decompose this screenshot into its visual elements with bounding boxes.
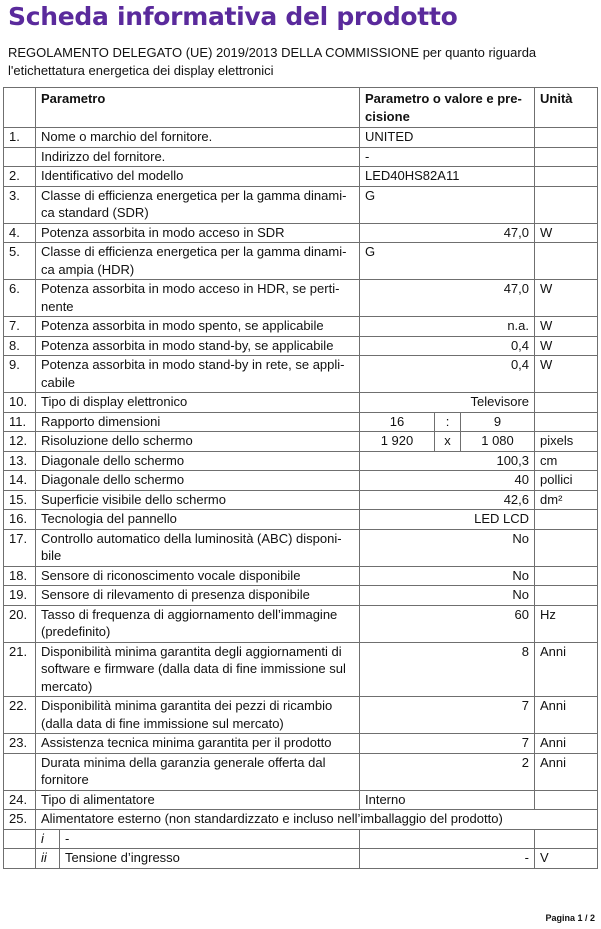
row-parameter: Disponibilità minima garantita degli aggiornamenti di software e firmware (dalla data di fine immissione sul mercato) <box>36 642 360 697</box>
row-unit: W <box>535 317 598 337</box>
row-unit: Anni <box>535 734 598 754</box>
row-unit <box>535 128 598 148</box>
row-unit <box>535 243 598 280</box>
row-parameter: Alimentatore esterno (non standardizzato e incluso nell’imballaggio del prodotto) <box>36 810 598 830</box>
row-unit: Hz <box>535 605 598 642</box>
row-unit <box>535 186 598 223</box>
row-number: 20. <box>4 605 36 642</box>
row-unit <box>535 393 598 413</box>
subrow-roman: i <box>36 829 60 849</box>
row-parameter: Superficie visibile dello schermo <box>36 490 360 510</box>
row-number: 22. <box>4 697 36 734</box>
table-row <box>4 393 598 413</box>
row-number: 6. <box>4 280 36 317</box>
row-number: 1. <box>4 128 36 148</box>
table-row <box>4 167 598 187</box>
row-value-right: 1 080 <box>461 432 535 452</box>
row-value-separator: : <box>435 412 461 432</box>
row-number: 16. <box>4 510 36 530</box>
table-row <box>4 147 598 167</box>
row-value: 7 <box>360 734 535 754</box>
row-parameter: Diagonale dello schermo <box>36 451 360 471</box>
product-info-table <box>3 87 598 869</box>
regulation-subtitle: REGOLAMENTO DELEGATO (UE) 2019/2013 DELLA COMMISSIONE per quanto riguarda l'etichettatura energetica dei display elettronici <box>8 45 537 78</box>
row-value: 0,4 <box>360 356 535 393</box>
row-unit: Anni <box>535 753 598 790</box>
row-unit: Anni <box>535 697 598 734</box>
row-unit: dm² <box>535 490 598 510</box>
row-number: 14. <box>4 471 36 491</box>
row-parameter: Potenza assorbita in modo acceso in SDR <box>36 223 360 243</box>
row-parameter: Identificativo del modello <box>36 167 360 187</box>
row-parameter: Sensore di rilevamento di presenza disponibile <box>36 586 360 606</box>
row-unit: cm <box>535 451 598 471</box>
row-value-separator: x <box>435 432 461 452</box>
table-row <box>4 336 598 356</box>
subrow-unit <box>535 829 598 849</box>
row-number: 11. <box>4 412 36 432</box>
row-value: 60 <box>360 605 535 642</box>
row-value: No <box>360 529 535 566</box>
row-number: 5. <box>4 243 36 280</box>
row-unit <box>535 529 598 566</box>
table-header-row <box>4 88 598 128</box>
table-row <box>4 529 598 566</box>
row-value: 2 <box>360 753 535 790</box>
row-value: LED40HS82A11 <box>360 167 535 187</box>
row-unit: W <box>535 336 598 356</box>
row-parameter: Tasso di frequenza di aggiornamento dell’immagine (predefinito) <box>36 605 360 642</box>
row-number: 2. <box>4 167 36 187</box>
row-value: - <box>360 147 535 167</box>
row-value-right: 9 <box>461 412 535 432</box>
table-row <box>4 490 598 510</box>
row-unit <box>535 586 598 606</box>
row-unit: Anni <box>535 642 598 697</box>
header-num <box>4 88 36 128</box>
row-value: LED LCD <box>360 510 535 530</box>
row-value: Televisore <box>360 393 535 413</box>
row-value: 42,6 <box>360 490 535 510</box>
row-number: 12. <box>4 432 36 452</box>
row-number: 9. <box>4 356 36 393</box>
row-value: n.a. <box>360 317 535 337</box>
subrow-parameter: Tensione d’ingresso <box>60 849 360 869</box>
row-parameter: Durata minima della garanzia generale offerta dal fornitore <box>36 753 360 790</box>
table-row <box>4 753 598 790</box>
table-row <box>4 810 598 830</box>
row-parameter: Tecnologia del pannello <box>36 510 360 530</box>
row-number: 7. <box>4 317 36 337</box>
table-row <box>4 128 598 148</box>
row-number: 19. <box>4 586 36 606</box>
row-value: 100,3 <box>360 451 535 471</box>
row-parameter: Potenza assorbita in modo acceso in HDR, se perti-nente <box>36 280 360 317</box>
table-row <box>4 471 598 491</box>
row-number: 23. <box>4 734 36 754</box>
row-number: 15. <box>4 490 36 510</box>
table-row <box>4 734 598 754</box>
row-unit <box>535 167 598 187</box>
row-parameter: Disponibilità minima garantita dei pezzi di ricambio (dalla data di fine immissione sul mercato) <box>36 697 360 734</box>
table-row <box>4 790 598 810</box>
row-value: No <box>360 566 535 586</box>
row-value: 7 <box>360 697 535 734</box>
table-row <box>4 586 598 606</box>
row-unit <box>535 412 598 432</box>
table-row <box>4 317 598 337</box>
row-unit: W <box>535 280 598 317</box>
table-row <box>4 642 598 697</box>
row-value: No <box>360 586 535 606</box>
table-row <box>4 605 598 642</box>
row-unit <box>535 510 598 530</box>
row-number: 24. <box>4 790 36 810</box>
row-number: 13. <box>4 451 36 471</box>
header-value: Parametro o valore e pre-cisione <box>360 88 535 128</box>
row-value: Interno <box>360 790 535 810</box>
row-value: G <box>360 243 535 280</box>
row-parameter: Nome o marchio del fornitore. <box>36 128 360 148</box>
row-parameter: Potenza assorbita in modo stand-by, se applicabile <box>36 336 360 356</box>
subrow-unit: V <box>535 849 598 869</box>
row-parameter: Risoluzione dello schermo <box>36 432 360 452</box>
row-number <box>4 753 36 790</box>
subrow-parameter: - <box>60 829 360 849</box>
table-row <box>4 412 598 432</box>
row-parameter: Rapporto dimensioni <box>36 412 360 432</box>
row-value-left: 16 <box>360 412 435 432</box>
row-parameter: Tipo di alimentatore <box>36 790 360 810</box>
row-parameter: Diagonale dello schermo <box>36 471 360 491</box>
table-row <box>4 432 598 452</box>
row-number: 25. <box>4 810 36 830</box>
row-parameter: Indirizzo del fornitore. <box>36 147 360 167</box>
row-parameter: Sensore di riconoscimento vocale disponibile <box>36 566 360 586</box>
table-subrow <box>4 829 598 849</box>
row-unit: W <box>535 356 598 393</box>
row-unit: pollici <box>535 471 598 491</box>
page-number: Pagina 1 / 2 <box>545 913 595 923</box>
row-value: 8 <box>360 642 535 697</box>
row-value: UNITED <box>360 128 535 148</box>
row-number: 4. <box>4 223 36 243</box>
row-value: G <box>360 186 535 223</box>
table-row <box>4 566 598 586</box>
table-row <box>4 697 598 734</box>
row-value-left: 1 920 <box>360 432 435 452</box>
row-value: 47,0 <box>360 280 535 317</box>
row-value: 0,4 <box>360 336 535 356</box>
subrow-value <box>360 829 535 849</box>
row-parameter: Classe di efficienza energetica per la gamma dinami-ca ampia (HDR) <box>36 243 360 280</box>
row-number <box>4 147 36 167</box>
row-value: 47,0 <box>360 223 535 243</box>
row-unit <box>535 147 598 167</box>
row-unit <box>535 790 598 810</box>
row-unit <box>535 566 598 586</box>
row-number: 18. <box>4 566 36 586</box>
table-subrow <box>4 849 598 869</box>
row-number <box>4 849 36 869</box>
table-row <box>4 280 598 317</box>
row-value: 40 <box>360 471 535 491</box>
row-unit: pixels <box>535 432 598 452</box>
row-parameter: Tipo di display elettronico <box>36 393 360 413</box>
header-parameter: Parametro <box>36 88 360 128</box>
row-parameter: Classe di efficienza energetica per la gamma dinami-ca standard (SDR) <box>36 186 360 223</box>
table-row <box>4 243 598 280</box>
row-number: 8. <box>4 336 36 356</box>
row-number: 10. <box>4 393 36 413</box>
table-row <box>4 451 598 471</box>
table-row <box>4 186 598 223</box>
row-number <box>4 829 36 849</box>
page-title: Scheda informativa del prodotto <box>8 2 458 31</box>
row-parameter: Potenza assorbita in modo stand-by in rete, se appli-cabile <box>36 356 360 393</box>
row-number: 21. <box>4 642 36 697</box>
row-parameter: Controllo automatico della luminosità (ABC) disponi-bile <box>36 529 360 566</box>
row-parameter: Potenza assorbita in modo spento, se applicabile <box>36 317 360 337</box>
row-number: 17. <box>4 529 36 566</box>
table-row <box>4 356 598 393</box>
table-row <box>4 223 598 243</box>
header-unit: Unità <box>535 88 598 128</box>
row-number: 3. <box>4 186 36 223</box>
subrow-roman: ii <box>36 849 60 869</box>
subrow-value: - <box>360 849 535 869</box>
row-unit: W <box>535 223 598 243</box>
row-parameter: Assistenza tecnica minima garantita per il prodotto <box>36 734 360 754</box>
table-row <box>4 510 598 530</box>
